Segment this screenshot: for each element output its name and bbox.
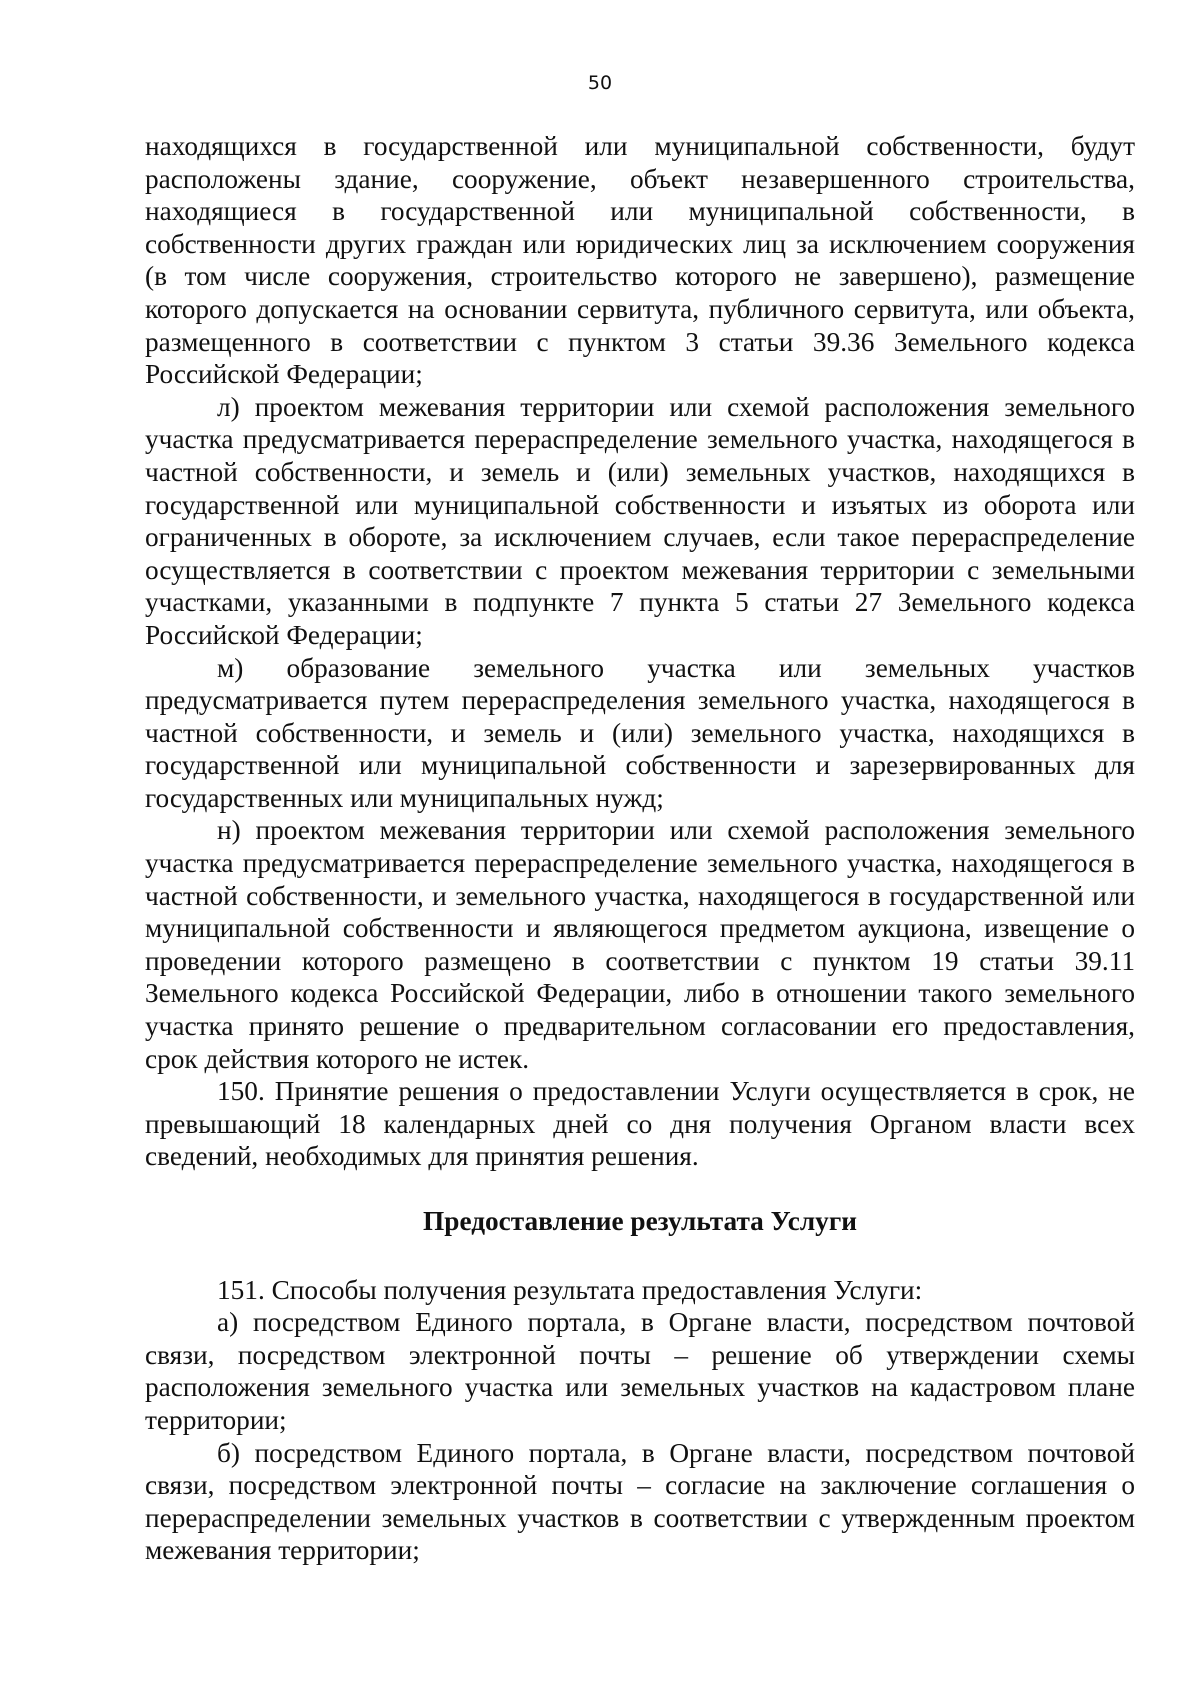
paragraph-item-l: л) проектом межевания территории или схемой расположения земельного участка предусматривается перераспределение земельного участка, находящегося в частной собственности, и земель и (или) земельных участков, находящихся в государственной или муниципальной собственности и изъятых из оборота или ограниченных в обороте, за исключением случаев, если такое перераспределение осуществляется в соответствии с проектом межевания территории с земельными участками, указанными в подпункте 7 пункта 5 статьи 27 Земельного кодекса Российской Федерации; xyxy=(145,391,1135,650)
document-body xyxy=(145,130,1135,1567)
paragraph-item-a: а) посредством Единого портала, в Органе власти, посредством почтовой связи, посредством электронной почты – решение об утверждении схемы расположения земельного участка или земельных участков на кадастровом плане территории; xyxy=(145,1307,1135,1435)
section-heading: Предоставление результата Услуги xyxy=(423,1206,857,1236)
page-number: 50 xyxy=(587,72,613,94)
paragraph-150: 150. Принятие решения о предоставлении Услуги осуществляется в срок, не превышающий 18 календарных дней со дня получения Органом власти всех сведений, необходимых для принятия решения. xyxy=(145,1076,1135,1172)
paragraph-item-b: б) посредством Единого портала, в Органе власти, посредством почтовой связи, посредством электронной почты – согласие на заключение соглашения о перераспределении земельных участков в соответствии с утвержденным проектом межевания территории; xyxy=(145,1437,1135,1566)
paragraph-item-n: н) проектом межевания территории или схемой расположения земельного участка предусматривается перераспределение земельного участка, находящегося в частной собственности, и земельного участка, находящегося в государственной или муниципальной собственности и являющегося предметом аукциона, извещение о проведении которого размещено в соответствии с пунктом 19 статьи 39.11 Земельного кодекса Российской Федерации, либо в отношении такого земельного участка принято решение о предварительном согласовании его предоставления, срок действия которого не истек. xyxy=(145,815,1135,1074)
paragraph-item-m: м) образование земельного участка или земельных участков предусматривается путем перераспределения земельного участка, находящегося в частной собственности, и земель и (или) земельного участка, находящихся в государственной или муниципальной собственности и зарезервированных для государственных или муниципальных нужд; xyxy=(145,652,1135,813)
paragraph-continuation: находящихся в государственной или муниципальной собственности, будут расположены здание, сооружение, объект незавершенного строительства, находящиеся в государственной или муниципальной собственности, в собственности других граждан или юридических лиц за исключением сооружения (в том числе сооружения, строительство которого не завершено), размещение которого допускается на основании сервитута, публичного сервитута, или объекта, размещенного в соответствии с пунктом 3 статьи 39.36 Земельного кодекса Российской Федерации; xyxy=(145,131,1135,390)
paragraph-151: 151. Способы получения результата предоставления Услуги: xyxy=(217,1274,923,1305)
